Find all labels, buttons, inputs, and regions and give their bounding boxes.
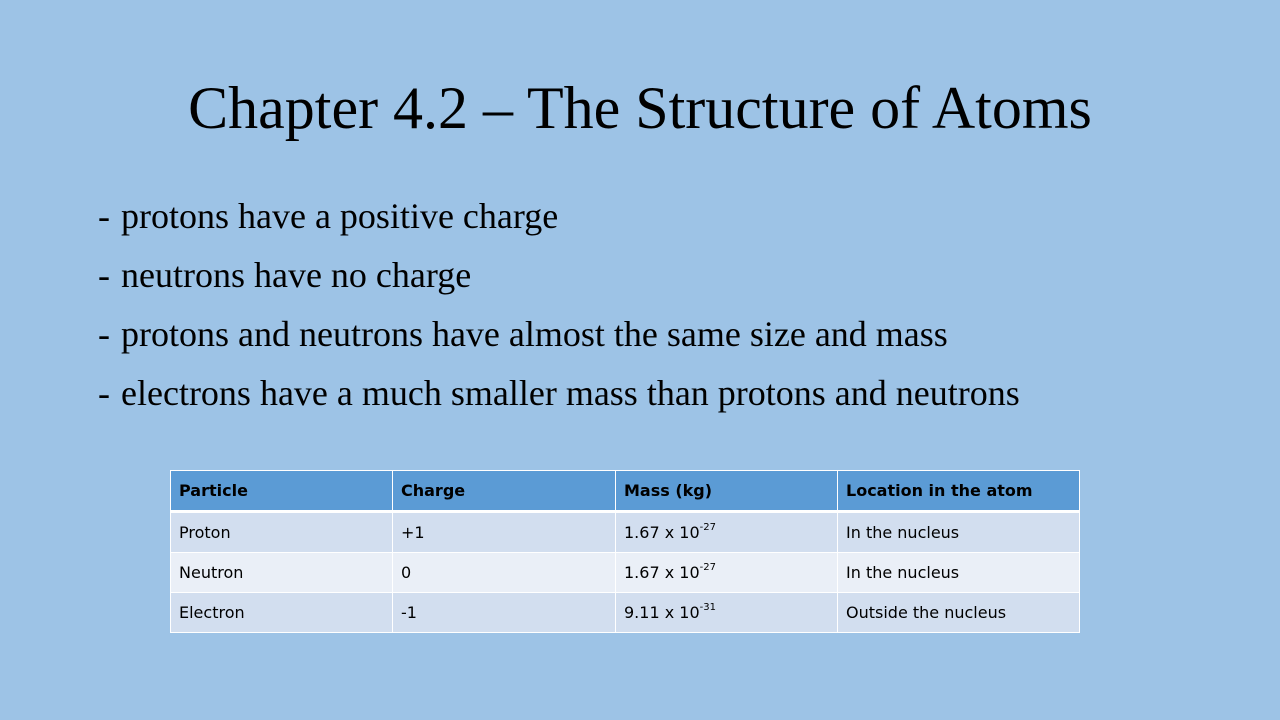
- table-row: [171, 512, 1080, 553]
- bullet-text: protons have a positive charge: [121, 196, 559, 236]
- cell-mass: [616, 553, 838, 593]
- mass-base: 9.11 x 10: [624, 603, 700, 622]
- cell-charge: 0: [393, 553, 616, 593]
- mass-base: 1.67 x 10: [624, 563, 700, 582]
- bullet-dash: -: [98, 373, 110, 413]
- mass-exponent: -27: [699, 521, 716, 533]
- mass-exponent: -27: [699, 561, 716, 573]
- bullet-dash: -: [98, 314, 110, 354]
- header-charge: Charge: [393, 471, 616, 512]
- bullet-text: neutrons have no charge: [121, 255, 472, 295]
- bullet-item: [98, 255, 1158, 295]
- cell-particle: Proton: [171, 512, 393, 553]
- bullet-item: [98, 196, 1158, 236]
- table-row: [171, 553, 1080, 593]
- cell-charge: +1: [393, 512, 616, 553]
- header-mass: Mass (kg): [616, 471, 838, 512]
- slide-title: Chapter 4.2 – The Structure of Atoms: [188, 75, 1092, 141]
- table-row: [171, 593, 1080, 633]
- cell-location: In the nucleus: [838, 512, 1080, 553]
- bullet-text: electrons have a much smaller mass than protons and neutrons: [121, 373, 1020, 413]
- bullet-text: protons and neutrons have almost the same size and mass: [121, 314, 948, 354]
- mass-exponent: -31: [699, 601, 716, 613]
- cell-particle: Electron: [171, 593, 393, 633]
- bullet-item: [98, 314, 1158, 354]
- header-location: Location in the atom: [838, 471, 1080, 512]
- cell-mass: [616, 593, 838, 633]
- cell-particle: Neutron: [171, 553, 393, 593]
- header-particle: Particle: [171, 471, 393, 512]
- cell-location: In the nucleus: [838, 553, 1080, 593]
- mass-base: 1.67 x 10: [624, 523, 700, 542]
- particle-table: [170, 470, 1080, 633]
- cell-charge: -1: [393, 593, 616, 633]
- cell-mass: [616, 512, 838, 553]
- cell-location: Outside the nucleus: [838, 593, 1080, 633]
- bullet-dash: -: [98, 196, 110, 236]
- bullet-dash: -: [98, 255, 110, 295]
- bullet-item: [98, 373, 1158, 413]
- table-header-row: [171, 471, 1080, 512]
- bullet-list: [98, 196, 1158, 432]
